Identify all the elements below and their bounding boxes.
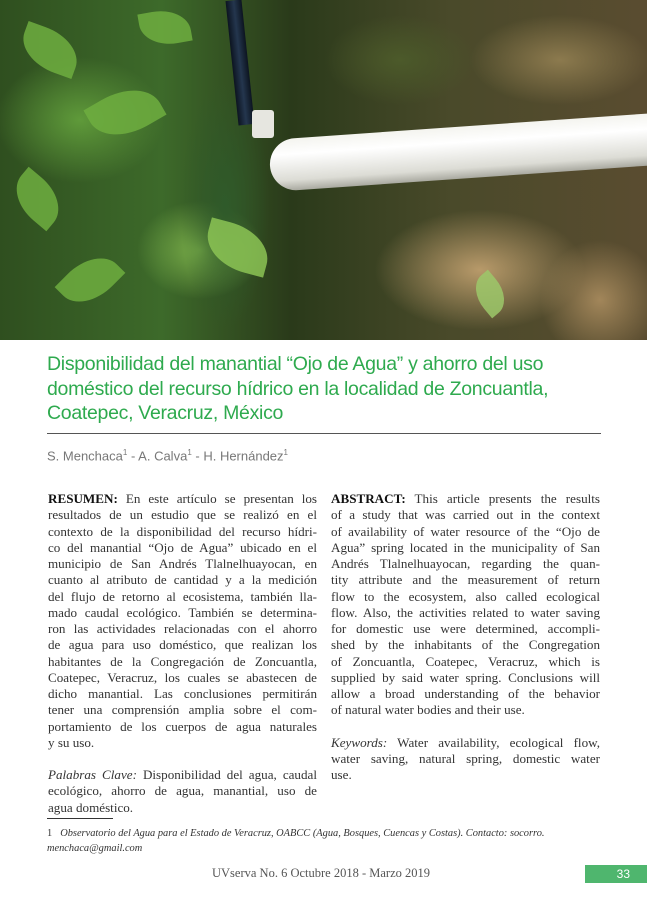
author-affiliation: 1 [283,448,288,457]
resumen-line: mado caudal ecológico. También se determina- [48,604,317,620]
photo-leaf [137,6,192,49]
authors [47,448,288,463]
author-name: H. Hernández [203,448,284,464]
keywords-line: agua doméstico. [48,799,134,815]
resumen-column [48,491,317,816]
title-line: Coatepec, Veracruz, México [47,402,284,424]
author-sep: - [127,448,139,464]
keywords-line: use. [331,767,352,782]
resumen-line: co del manantial “Ojo de Agua” ubicado en el [48,539,317,555]
resumen-line: dicho manantial. Las conclusiones permitirán [48,686,317,701]
resumen-line: portamiento de los cuerpos de agua naturales [48,718,317,734]
title-line: doméstico del recurso hídrico en la localidad de Zoncuantla, [47,377,549,400]
keywords-label: Keywords: [331,734,388,750]
title-divider [47,433,601,434]
abstract-label: ABSTRACT: [331,491,406,506]
author-affiliation: 1 [187,448,192,457]
page-number-badge: 33 [585,865,647,883]
photo-leaf [15,21,85,79]
resumen-line: resultados de un estudio que se realizó en el [48,507,317,523]
author-name: S. Menchaca [47,448,123,464]
photo-white-pipe [268,112,647,192]
article-title [47,352,607,426]
resumen-line: de agua para uso doméstico, que realizan los [48,637,317,653]
abstract-line: of Zoncuantla, Coatepec, Veracruz, which is [331,653,600,669]
keywords-label: Palabras Clave: [48,767,137,782]
abstract-line: of natural water bodies and their use. [331,702,525,718]
resumen-text: En este artículo se presentan los [117,491,317,506]
footnote-text: Observatorio del Agua para el Estado de Veracruz, OABCC (Agua, Bosques, Cuencas y Costas). Contacto: socorro. menchaca@gmail.com [47,828,545,854]
abstract-line: Andrés Tlalnelhuayocan, regarding the quan- [331,556,600,571]
author-affiliation: 1 [122,448,128,457]
abstract-text: This article presents the results [405,491,600,506]
resumen-line: ron las actividades relacionadas con el ahorro [48,621,317,636]
abstract-line: for domestic use were determined, accompli- [331,621,600,636]
abstract-line: of a study that was carried out in the context [331,507,600,523]
abstract-line: Agua” spring located in the municipality of San [331,539,600,555]
photo-leaf [83,76,166,150]
author-sep: - [191,448,204,464]
paragraph-gap [48,751,317,767]
keywords-line: water saving, natural spring, domestic water [331,750,600,766]
keywords-line [48,767,317,783]
footnote [47,826,607,856]
keywords-text: Disponibilidad del agua, caudal [136,767,317,782]
abstract-line: flow to the ecosystem, also called ecological [331,588,600,604]
abstract-line: tity attribute and the measurement of return [331,572,600,588]
resumen-line: contexto de la disponibilidad del recurso hídri- [48,523,317,539]
resumen-line: habitantes de la Congregación de Zoncuantla, [48,653,317,669]
resumen-line: municipio de San Andrés Tlalnelhuayocan, en [48,556,317,571]
resumen-line: y su uso. [48,734,95,750]
resumen-line: cuanto al atributo de cantidad y a la medición [48,572,317,588]
abstract-line: supplied by said water spring. Conclusions will [331,669,600,685]
resumen-line: del flujo de retorno al ecosistema, también lla- [48,588,317,604]
header-photo-spring-pipe [0,0,647,340]
keywords-line [331,735,600,751]
title-line: Disponibilidad del manantial “Ojo de Agua” y ahorro del uso [47,353,544,375]
resumen-first-line [48,491,317,507]
photo-leaf [55,245,126,316]
abstract-line: allow a broad understanding of the behavior [331,686,600,701]
resumen-line: Coatepec, Veracruz, los cuales se abastecen de [48,669,317,685]
abstract-first-line [331,491,600,507]
footnote-number: 1 [47,828,53,839]
resumen-line: tener una comprensión amplia sobre el com- [48,702,317,718]
photo-pole-cap [252,110,274,138]
abstract-line: of availability of water resource of the “Ojo de [331,523,600,539]
photo-leaf [4,167,71,231]
photo-leaf [466,270,513,319]
keywords-line: ecológico, ahorro de agua, manantial, uso de [48,783,317,799]
resumen-label: RESUMEN: [48,491,118,506]
keywords-text: Water availability, ecological flow, [387,734,600,750]
abstract-line: shed by the inhabitants of the Congregation [331,637,600,653]
author-name: A. Calva [138,448,188,464]
journal-footer: UVserva No. 6 Octubre 2018 - Marzo 2019 [212,866,430,880]
abstract-line: flow. Also, the activities related to water saving [331,604,600,620]
abstract-column [331,491,600,783]
paragraph-gap [331,719,600,735]
footnote-divider [47,818,113,819]
